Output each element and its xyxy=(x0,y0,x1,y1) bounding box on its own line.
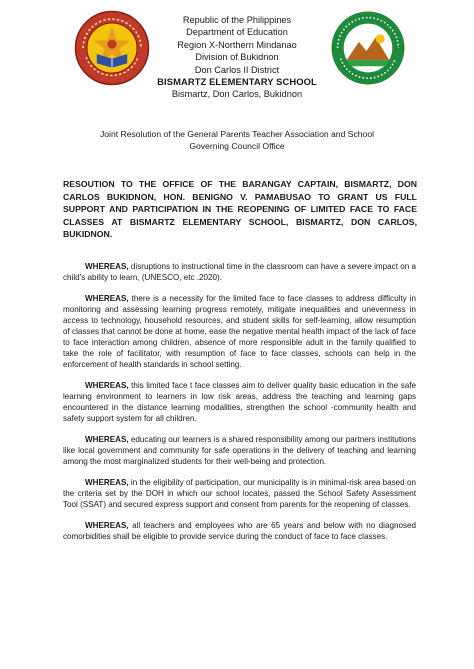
paragraph-text: all teachers and employees who are 65 years and below with no diagnosed comorbidities shall be eligible to provide service during the conduct of face to face classes. xyxy=(63,521,416,542)
whereas-lead: WHEREAS, xyxy=(85,262,129,271)
whereas-lead: WHEREAS, xyxy=(85,294,129,304)
letterhead-line: Republic of the Philippines xyxy=(182,15,292,25)
resolution-body xyxy=(63,262,416,553)
school-address: Bismartz, Don Carlos, Bukidnon xyxy=(171,89,303,100)
paragraph-text: in the eligibility of participation, our municipality is in minimal-risk area based on the criteria set by the DOH in which our school locates, passed the School Safety Assessment Tool (SSAT) and secured express support and consent from parents for the reopening of classes. xyxy=(63,478,416,509)
letterhead-line: Division of Bukidnon xyxy=(195,52,279,63)
whereas-paragraph xyxy=(63,478,416,511)
school-name: BISMARTZ ELEMENTARY SCHOOL xyxy=(157,76,317,88)
subtitle-line: Joint Resolution of the General Parents Teacher Association and School xyxy=(99,129,375,139)
resolution-subtitle xyxy=(40,128,434,152)
subtitle-line: Governing Council Office xyxy=(189,141,285,151)
paragraph-text: this limited face t face classes aim to deliver quality basic education in the safe learning environment to learners in low risk areas, address the teaching and learning gaps encountered in the distance learning modalities, strengthen the school -community health and safety support system for all children. xyxy=(63,380,416,423)
paragraph-text: educating our learners is a shared responsibility among our partners institutions like local government and community for safe operations in the delivery of teaching and learning among the most marginalized students for their well-being and protection. xyxy=(63,434,416,466)
whereas-lead: WHEREAS, xyxy=(85,434,129,444)
letterhead-line: Don Carlos II District xyxy=(194,64,280,75)
paragraph-text: there is a necessity for the limited face to face classes to address difficulty in monitoring and assessing learning progress remotely, mitigate inequalities and unevenness in access to technology, household resources, and student skills for self-learning, allow resumption of classes that cannot be done at home, ease the negative mental health impact of the lack of face to face interaction among children, absence of more responsible adult in the family qualified to take the role of facilitator, with resumption of face to face classes, schools can help in the enforcement of health standards in school setting. xyxy=(63,294,416,369)
letterhead-line: Department of Education xyxy=(186,27,288,38)
letterhead-line: Region X-Northern Mindanao xyxy=(177,39,297,50)
whereas-paragraph xyxy=(63,521,416,543)
paragraph-text: disruptions to instructional time in the classroom can have a severe impact on a child's ability to learn, (UNESCO, etc .2020). xyxy=(63,262,416,282)
whereas-lead: WHEREAS, xyxy=(85,521,129,531)
whereas-paragraph xyxy=(63,381,416,425)
whereas-lead: WHEREAS, xyxy=(85,380,129,390)
whereas-paragraph xyxy=(63,294,416,370)
whereas-lead: WHEREAS, xyxy=(85,478,129,488)
whereas-paragraph xyxy=(63,262,416,284)
resolution-title: RESOUTION TO THE OFFICE OF THE BARANGAY CAPTAIN, BISMARTZ, DON CARLOS BUKIDNON, HON. BENIGNO V. PAMABUSAO TO GRANT US FULL SUPPORT AND PARTICIPATION IN THE REOPENING OF LIMITED FACE TO FACE CLASSES AT BISMARTZ ELEMENTARY SCHOOL, BISMARTZ, DON CARLOS, BUKIDNON. xyxy=(63,179,417,240)
letterhead xyxy=(120,14,354,101)
whereas-paragraph xyxy=(63,435,416,468)
